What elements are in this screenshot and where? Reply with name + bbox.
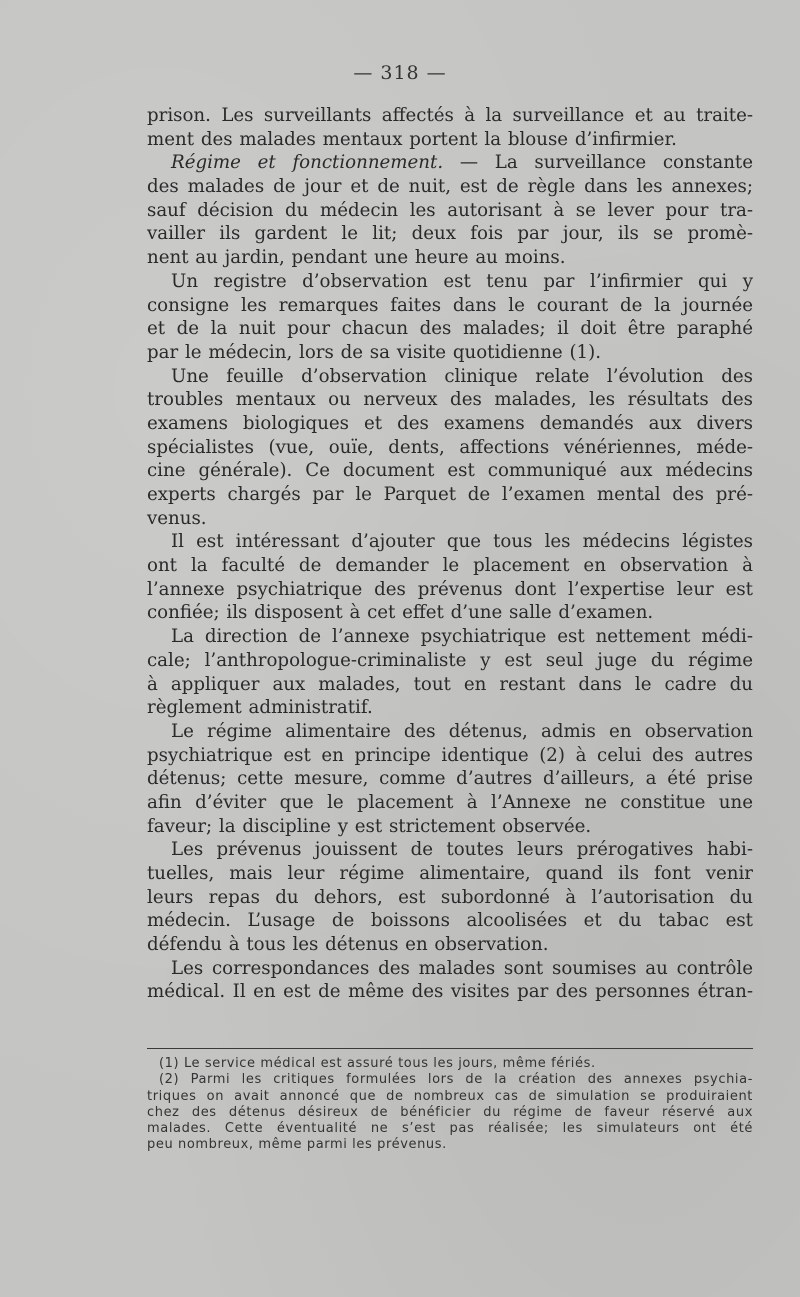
text-line: La direction de l’annexe psychiatrique est nettement médi- xyxy=(171,626,753,648)
text-line: défendu à tous les détenus en observation. xyxy=(147,934,549,956)
text-line: ment des malades mentaux portent la blouse d’infirmier. xyxy=(147,128,677,150)
text-line: l’annexe psychiatrique des prévenus dont l’expertise leur est xyxy=(147,578,753,600)
footnote-line: malades. Cette éventualité ne s’est pas réalisée; les simulateurs ont été xyxy=(147,1121,753,1137)
text-line: leurs repas du dehors, est subordonné à l’autorisation du xyxy=(147,886,753,908)
text-line: médecin. L’usage de boissons alcoolisées et du tabac est xyxy=(147,910,753,932)
text-line: cine générale). Ce document est communiqué aux médecins xyxy=(147,460,753,482)
text-line: à appliquer aux malades, tout en restant dans le cadre du xyxy=(147,673,753,695)
text-line: faveur; la discipline y est strictement observée. xyxy=(147,815,592,837)
text-line: détenus; cette mesure, comme d’autres d’ailleurs, a été prise xyxy=(147,768,753,790)
text-line: sauf décision du médecin les autorisant à se lever pour tra- xyxy=(147,199,753,221)
text-line: troubles mentaux ou nerveux des malades, les résultats des xyxy=(147,389,753,411)
footnote-line: peu nombreux, même parmi les prévenus. xyxy=(147,1137,447,1153)
footnotes xyxy=(147,1056,753,1154)
text-line: Une feuille d’observation clinique relate l’évolution des xyxy=(171,365,753,387)
text-line: cale; l’anthropologue-criminaliste y est seul juge du régime xyxy=(147,649,753,671)
text-line: et de la nuit pour chacun des malades; il doit être paraphé xyxy=(147,318,753,340)
text-line: ont la faculté de demander le placement en observation à xyxy=(147,555,753,577)
text-line: Il est intéressant d’ajouter que tous les médecins légistes xyxy=(171,531,753,553)
text-line: prison. Les surveillants affectés à la surveillance et au traite- xyxy=(147,105,753,126)
text-line: consigne les remarques faites dans le courant de la journée xyxy=(147,294,753,316)
text-line: confiée; ils disposent à cet effet d’une salle d’examen. xyxy=(147,602,654,624)
text-line: examens biologiques et des examens demandés aux divers xyxy=(147,412,753,434)
body-text xyxy=(147,104,753,1004)
text-line: Le régime alimentaire des détenus, admis en observation xyxy=(171,720,753,742)
text-line: experts chargés par le Parquet de l’examen mental des pré- xyxy=(147,484,753,505)
text-line: spécialistes (vue, ouïe, dents, affections vénériennes, méde- xyxy=(147,436,753,458)
section-heading: Régime et fonctionnement. xyxy=(171,152,444,174)
text-line: venus. xyxy=(147,507,207,529)
text-line: Les correspondances des malades sont soumises au contrôle xyxy=(171,957,753,979)
footnote-2: (2) Parmi les critiques formulées lors de la création des annexes psychia- xyxy=(159,1072,753,1088)
text-line: médical. Il en est de même des visites par des personnes étran- xyxy=(147,981,753,1003)
footnote-line: chez des détenus désireux de bénéficier du régime de faveur réservé aux xyxy=(147,1104,753,1120)
section-heading-line: Régime et fonctionnement. — La surveillance constante xyxy=(171,152,753,174)
page-number: — 318 — xyxy=(353,62,447,84)
footnote-divider xyxy=(147,1048,753,1049)
text-line: des malades de jour et de nuit, est de règle dans les annexes; xyxy=(147,176,753,198)
text-line: psychiatrique est en principe identique (2) à celui des autres xyxy=(147,744,753,766)
footnote-line: triques on avait annoncé que de nombreux cas de simulation se produiraient xyxy=(147,1088,753,1104)
text-line: afin d’éviter que le placement à l’Annexe ne constitue une xyxy=(147,791,753,813)
text-line: vailler ils gardent le lit; deux fois par jour, ils se promè- xyxy=(147,223,753,245)
text-line: tuelles, mais leur régime alimentaire, quand ils font venir xyxy=(147,863,753,884)
text-line: par le médecin, lors de sa visite quotidienne (1). xyxy=(147,341,602,363)
text-line: Les prévenus jouissent de toutes leurs prérogatives habi- xyxy=(171,839,753,861)
text-line: Un registre d’observation est tenu par l’infirmier qui y xyxy=(171,270,753,292)
footnote-1: (1) Le service médical est assuré tous les jours, même fériés. xyxy=(159,1056,596,1071)
text-line: règlement administratif. xyxy=(147,697,373,719)
text-line: nent au jardin, pendant une heure au moins. xyxy=(147,247,566,269)
